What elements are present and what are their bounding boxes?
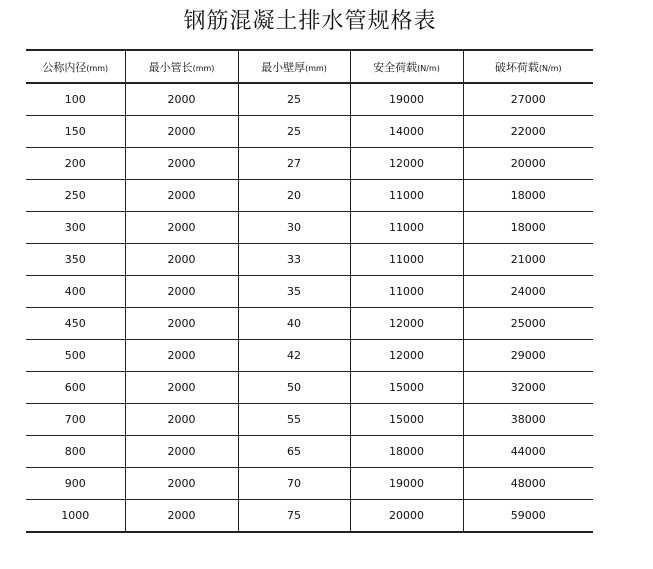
cell-safe-load: 15000: [350, 372, 463, 404]
table-row: [26, 436, 593, 468]
cell-safe-load: 11000: [350, 180, 463, 212]
table-row: [26, 500, 593, 533]
cell-min-length: 2000: [125, 148, 238, 180]
header-label: 最小管长: [148, 60, 193, 74]
cell-safe-load: 20000: [350, 500, 463, 533]
cell-nominal-diameter: 400: [26, 276, 125, 308]
table-row: [26, 212, 593, 244]
cell-failure-load: 24000: [463, 276, 593, 308]
cell-safe-load: 19000: [350, 468, 463, 500]
header-failure-load: [463, 50, 593, 83]
cell-min-length: 2000: [125, 116, 238, 148]
cell-safe-load: 11000: [350, 244, 463, 276]
cell-min-wall-thickness: 33: [238, 244, 350, 276]
header-nominal-diameter: [26, 50, 125, 83]
table-header-row: [26, 50, 593, 83]
cell-failure-load: 32000: [463, 372, 593, 404]
cell-min-length: 2000: [125, 404, 238, 436]
cell-nominal-diameter: 250: [26, 180, 125, 212]
cell-min-wall-thickness: 75: [238, 500, 350, 533]
cell-min-length: 2000: [125, 340, 238, 372]
page-title: 钢筋混凝土排水管规格表: [183, 9, 437, 34]
cell-safe-load: 14000: [350, 116, 463, 148]
cell-min-length: 2000: [125, 372, 238, 404]
header-min-wall-thickness: [238, 50, 350, 83]
table-row: [26, 276, 593, 308]
cell-failure-load: 27000: [463, 83, 593, 116]
cell-min-wall-thickness: 35: [238, 276, 350, 308]
cell-min-wall-thickness: 20: [238, 180, 350, 212]
cell-failure-load: 38000: [463, 404, 593, 436]
cell-nominal-diameter: 300: [26, 212, 125, 244]
header-unit: (mm): [192, 63, 215, 73]
header-safe-load: [350, 50, 463, 83]
cell-min-length: 2000: [125, 244, 238, 276]
cell-nominal-diameter: 450: [26, 308, 125, 340]
cell-safe-load: 19000: [350, 83, 463, 116]
cell-failure-load: 18000: [463, 180, 593, 212]
cell-min-length: 2000: [125, 308, 238, 340]
header-label: 最小壁厚: [261, 60, 306, 74]
cell-nominal-diameter: 700: [26, 404, 125, 436]
header-min-length: [125, 50, 238, 83]
cell-safe-load: 12000: [350, 148, 463, 180]
cell-failure-load: 18000: [463, 212, 593, 244]
cell-safe-load: 11000: [350, 212, 463, 244]
table-body: [26, 83, 593, 532]
cell-failure-load: 44000: [463, 436, 593, 468]
cell-nominal-diameter: 100: [26, 83, 125, 116]
cell-min-wall-thickness: 30: [238, 212, 350, 244]
cell-failure-load: 25000: [463, 308, 593, 340]
header-unit: (mm): [305, 63, 327, 73]
cell-safe-load: 18000: [350, 436, 463, 468]
table-row: [26, 468, 593, 500]
cell-min-length: 2000: [125, 180, 238, 212]
cell-failure-load: 59000: [463, 500, 593, 533]
header-label: 公称内径: [42, 60, 87, 74]
cell-failure-load: 48000: [463, 468, 593, 500]
cell-nominal-diameter: 500: [26, 340, 125, 372]
cell-safe-load: 15000: [350, 404, 463, 436]
header-unit: (N/m): [538, 63, 562, 73]
table-row: [26, 372, 593, 404]
cell-min-length: 2000: [125, 468, 238, 500]
header-label: 破坏荷载: [494, 60, 539, 74]
cell-nominal-diameter: 900: [26, 468, 125, 500]
table-row: [26, 148, 593, 180]
cell-min-wall-thickness: 42: [238, 340, 350, 372]
cell-min-length: 2000: [125, 276, 238, 308]
cell-nominal-diameter: 800: [26, 436, 125, 468]
cell-min-length: 2000: [125, 500, 238, 533]
table-row: [26, 244, 593, 276]
cell-min-wall-thickness: 40: [238, 308, 350, 340]
table-row: [26, 404, 593, 436]
cell-min-length: 2000: [125, 436, 238, 468]
cell-nominal-diameter: 1000: [26, 500, 125, 533]
cell-min-wall-thickness: 27: [238, 148, 350, 180]
header-label: 安全荷载: [373, 60, 418, 74]
header-unit: (N/m): [417, 63, 440, 73]
cell-min-wall-thickness: 50: [238, 372, 350, 404]
cell-nominal-diameter: 600: [26, 372, 125, 404]
cell-failure-load: 20000: [463, 148, 593, 180]
cell-failure-load: 22000: [463, 116, 593, 148]
table-row: [26, 116, 593, 148]
table-row: [26, 308, 593, 340]
cell-failure-load: 29000: [463, 340, 593, 372]
cell-failure-load: 21000: [463, 244, 593, 276]
cell-safe-load: 12000: [350, 340, 463, 372]
table-row: [26, 180, 593, 212]
cell-nominal-diameter: 200: [26, 148, 125, 180]
header-unit: (mm): [86, 63, 109, 73]
cell-nominal-diameter: 150: [26, 116, 125, 148]
cell-min-length: 2000: [125, 83, 238, 116]
cell-safe-load: 11000: [350, 276, 463, 308]
table-row: [26, 83, 593, 116]
cell-min-length: 2000: [125, 212, 238, 244]
cell-min-wall-thickness: 25: [238, 83, 350, 116]
table-row: [26, 340, 593, 372]
cell-nominal-diameter: 350: [26, 244, 125, 276]
cell-min-wall-thickness: 55: [238, 404, 350, 436]
cell-min-wall-thickness: 65: [238, 436, 350, 468]
cell-min-wall-thickness: 25: [238, 116, 350, 148]
cell-safe-load: 12000: [350, 308, 463, 340]
spec-table: [26, 49, 593, 533]
cell-min-wall-thickness: 70: [238, 468, 350, 500]
